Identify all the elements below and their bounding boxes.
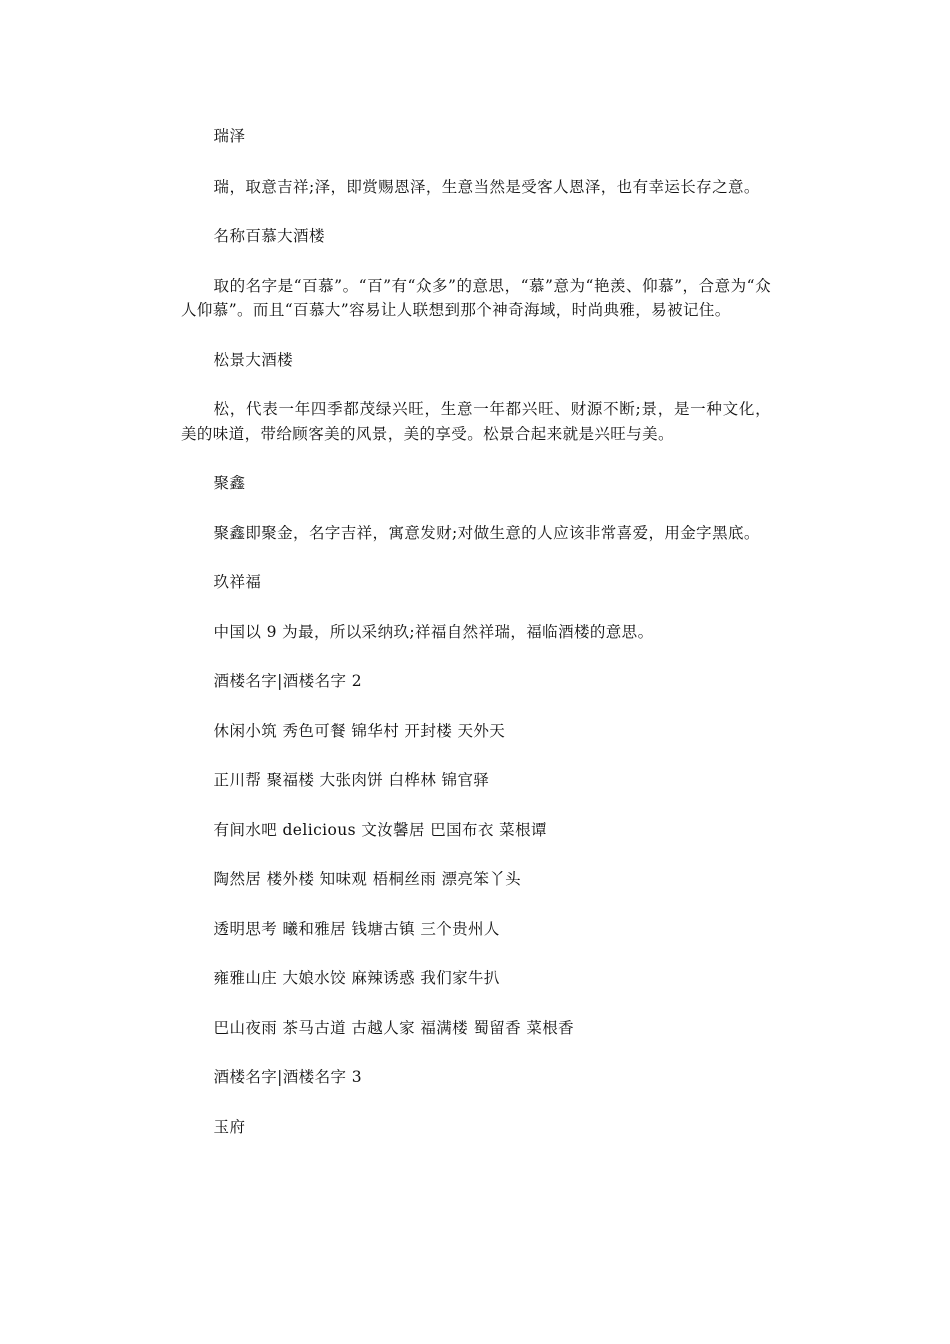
heading-ruize: 瑞泽 — [213, 127, 246, 145]
document-body — [181, 124, 771, 1139]
paragraph-jiuxiangfu: 中国以 9 为最，所以采纳玖;祥福自然祥瑞，福临酒楼的意思。 — [213, 622, 654, 641]
section-heading-3: 酒楼名字|酒楼名字 3 — [213, 1068, 362, 1086]
paragraph-ruize: 瑞，取意吉祥;泽，即赏赐恩泽，生意当然是受客人恩泽，也有幸运长存之意。 — [213, 177, 760, 196]
heading-jiuxiangfu: 玖祥福 — [213, 573, 262, 591]
name-list-line: 雍雅山庄 大娘水饺 麻辣诱惑 我们家牛扒 — [213, 969, 500, 987]
name-list-line: 巴山夜雨 茶马古道 古越人家 福满楼 蜀留香 菜根香 — [213, 1018, 575, 1037]
name-list-line: 有间水吧 delicious 文汝馨居 巴国布衣 菜根谭 — [213, 820, 547, 839]
section-heading-2: 酒楼名字|酒楼名字 2 — [213, 672, 362, 690]
name-list-line: 透明思考 曦和雅居 钱塘古镇 三个贵州人 — [213, 919, 500, 938]
name-list-line: 陶然居 楼外楼 知味观 梧桐丝雨 漂亮笨丫头 — [213, 870, 522, 888]
paragraph-baimuda: 取的名字是“百慕”。“百”有“众多”的意思，“慕”意为“艳羡、仰慕”，合意为“众人仰慕”。而且“百慕大”容易让人联想到那个神奇海域，时尚典雅，易被记住。 — [181, 276, 771, 319]
name-list-line: 休闲小筑 秀色可餐 锦华村 开封楼 天外天 — [213, 721, 506, 740]
heading-baimuda: 名称百慕大酒楼 — [213, 227, 325, 245]
heading-juxin: 聚鑫 — [213, 474, 246, 492]
heading-songjing: 松景大酒楼 — [213, 350, 294, 369]
paragraph-songjing: 松，代表一年四季都茂绿兴旺，生意一年都兴旺、财源不断;景，是一种文化，美的味道，带给顾客美的风景，美的享受。松景合起来就是兴旺与美。 — [181, 400, 771, 443]
heading-yufu: 玉府 — [213, 1117, 246, 1136]
name-list-line: 正川帮 聚福楼 大张肉饼 白桦林 锦官驿 — [213, 771, 490, 789]
paragraph-juxin: 聚鑫即聚金，名字吉祥，寓意发财;对做生意的人应该非常喜爱，用金字黑底。 — [213, 523, 760, 542]
